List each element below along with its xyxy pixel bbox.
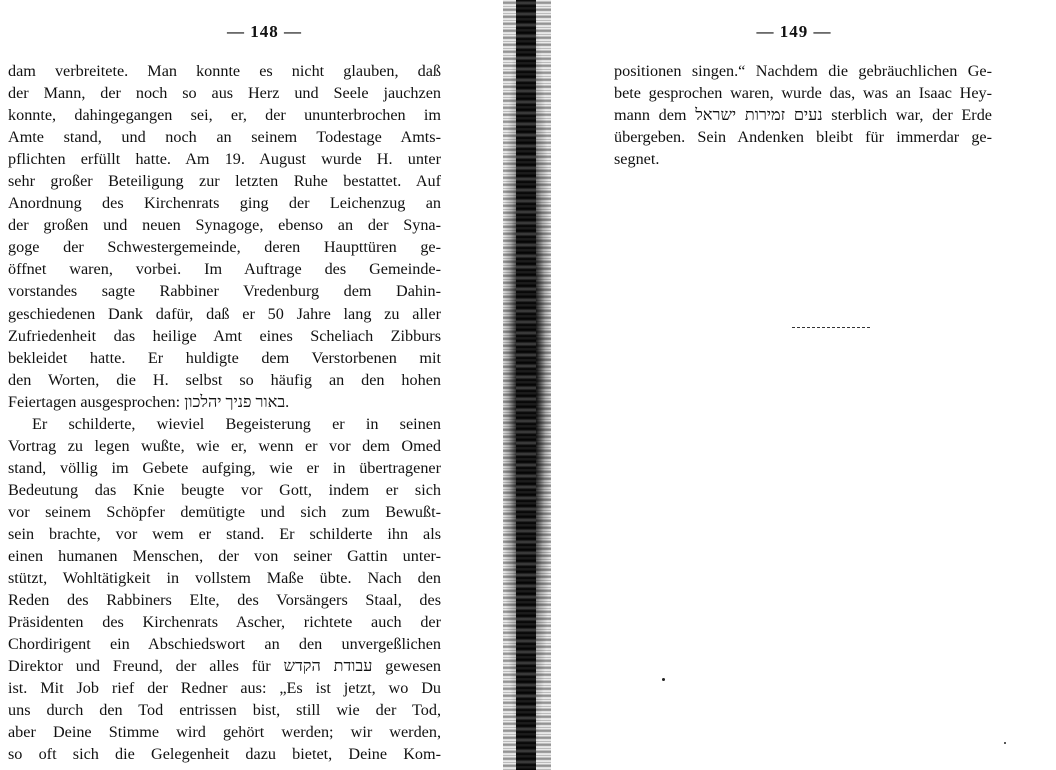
text-line: goge der Schwestergemeinde, deren Haupttüren ge- <box>8 238 441 257</box>
text-line: stand, völlig im Gebete aufging, wie er in übertragener <box>8 458 441 477</box>
text-line: Chordirigent ein Abschiedswort an den unvergeßlichen <box>8 635 441 654</box>
text-line: Amte stand, und noch an seinem Todestage Amts- <box>8 128 441 147</box>
text-line: positionen singen.“ Nachdem die gebräuchlichen Ge- <box>614 62 992 80</box>
text-line: mann dem נעים זמירות ישראל sterblich war, der Erde <box>614 106 992 125</box>
text-line: bekleidet hatte. Er huldigte dem Verstorbenen mit <box>8 348 441 367</box>
body-text <box>8 60 441 766</box>
text-line: stützt, Wohltätigkeit in vollstem Maße übte. Nach den <box>8 569 441 588</box>
text-line: pflichten erfüllt hatte. Am 19. August wurde H. unter <box>8 150 441 169</box>
scan-speck <box>662 678 665 681</box>
text-line: dam verbreitete. Man konnte es nicht glauben, daß <box>8 62 441 80</box>
text-line: der Mann, der noch so aus Herz und Seele jauchzen <box>8 84 441 103</box>
page-number: — 149 — <box>756 22 832 41</box>
text-line: aber Deine Stimme wird gehört werden; wir werden, <box>8 723 441 742</box>
text-line: vor seinem Schöpfer demütigte und sich zum Bewußt- <box>8 502 441 521</box>
text-line: bete gesprochen waren, wurde das, was an Isaac Hey- <box>614 84 992 103</box>
right-page <box>548 0 1056 770</box>
text-line: geschiedenen Dank dafür, daß er 50 Jahre lang zu aller <box>8 304 441 323</box>
text-line: übergeben. Sein Andenken bleibt für immerdar ge- <box>614 128 992 147</box>
text-line: sehr großer Beteiligung zur letzten Ruhe bestattet. Auf <box>8 172 441 191</box>
text-line: Direktor und Freund, der alles für עבודת הקדש gewesen <box>8 657 441 676</box>
left-page <box>0 0 505 770</box>
text-line: Zufriedenheit das heilige Amt eines Scheliach Zibburs <box>8 326 441 345</box>
text-line: ist. Mit Job rief der Redner aus: „Es ist jetzt, wo Du <box>8 679 441 698</box>
text-line: sein brachte, vor wem er stand. Er schilderte ihn als <box>8 524 441 543</box>
text-line: Präsidenten des Kirchenrats Ascher, richtete auch der <box>8 613 441 632</box>
chapter-end-rule <box>792 327 870 328</box>
text-line: so oft sich die Gelegenheit dazu bietet, Deine Kom- <box>8 745 441 764</box>
text-line: Bedeutung das Knie beugte vor Gott, indem er sich <box>8 480 441 499</box>
text-line: Anordnung des Kirchenrats ging der Leichenzug an <box>8 194 441 213</box>
body-text <box>614 60 992 170</box>
book-gutter-shadow <box>516 0 536 770</box>
text-line: uns durch den Tod entrissen bist, still wie der Tod, <box>8 701 441 720</box>
text-line: der großen und neuen Synagoge, ebenso an der Syna- <box>8 216 441 235</box>
text-line: einen humanen Menschen, der von seiner Gattin unter- <box>8 547 441 566</box>
text-line: öffnet waren, vorbei. Im Auftrage des Gemeinde- <box>8 260 441 279</box>
text-line: konnte, dahingegangen sei, er, der ununterbrochen im <box>8 106 441 125</box>
text-line: vorstandes sagte Rabbiner Vredenburg dem Dahin- <box>8 282 441 301</box>
page-number: — 148 — <box>227 22 302 41</box>
text-line: den Worten, die H. selbst so häufig an den hohen <box>8 370 441 389</box>
text-line: Reden des Rabbiners Elte, des Vorsängers Staal, des <box>8 591 441 610</box>
scan-speck <box>1004 742 1006 744</box>
text-line: Er schilderte, wieviel Begeisterung er in seinen <box>32 414 441 433</box>
text-line: Feiertagen ausgesprochen: באור פניך יהלכון. <box>8 392 290 411</box>
text-line: Vortrag zu legen wußte, wie er, wenn er vor dem Omed <box>8 436 441 455</box>
text-line: segnet. <box>614 150 660 169</box>
